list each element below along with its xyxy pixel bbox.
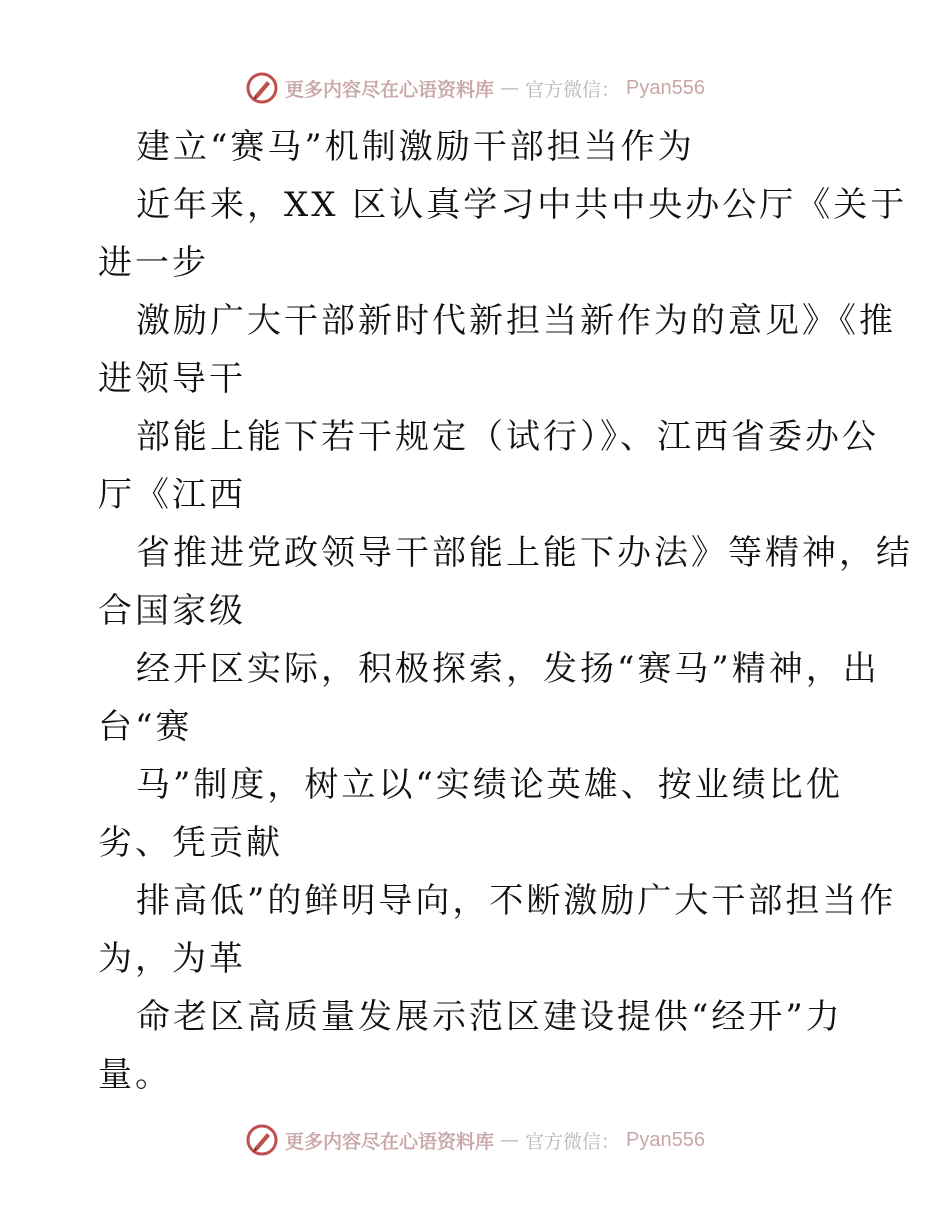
paragraph-line: 命老区高质量发展示范区建设提供“经开”力 <box>136 997 843 1037</box>
watermark-site-text: 更多内容尽在心语资料库 <box>285 78 495 101</box>
paragraph-line: 台“赛 <box>98 707 193 747</box>
paragraph-line: 近年来，XX 区认真学习中共中央办公厅《关于 <box>136 185 908 225</box>
footer-watermark <box>0 1120 950 1160</box>
paragraph-line: 经开区实际，积极探索，发扬“赛马”精神，出 <box>136 649 880 689</box>
paragraph-line: 省推进党政领导干部能上能下办法》等精神，结 <box>136 533 913 573</box>
paragraph-line: 激励广大干部新时代新担当新作为的意见》《推 <box>136 301 896 341</box>
pen-logo-icon <box>245 1123 279 1157</box>
paragraph-line: 进一步 <box>98 243 209 283</box>
paragraph-line: 为，为革 <box>98 939 246 979</box>
paragraph-line: 进领导干 <box>98 359 246 399</box>
watermark-site-text: 更多内容尽在心语资料库 <box>285 1130 495 1153</box>
document-title: 建立“赛马”机制激励干部担当作为 <box>136 127 695 167</box>
watermark-dash: — <box>500 1129 520 1151</box>
paragraph-line: 部能上能下若干规定（试行）》、江西省委办公 <box>136 417 879 457</box>
watermark-wechat-label: 官方微信： <box>525 78 621 101</box>
watermark-wechat-id: Pyan556 <box>626 76 705 99</box>
paragraph-line: 厅《江西 <box>98 475 246 515</box>
header-watermark <box>0 68 950 108</box>
paragraph-line: 量。 <box>98 1055 172 1095</box>
document-body <box>98 118 913 1104</box>
paragraph-line: 马”制度，树立以“实绩论英雄、按业绩比优 <box>136 765 843 805</box>
paragraph-line: 劣、凭贡献 <box>98 823 283 863</box>
watermark-wechat-id: Pyan556 <box>626 1128 705 1151</box>
watermark-group <box>245 1123 705 1157</box>
paragraph-line: 排高低”的鲜明导向，不断激励广大干部担当作 <box>136 881 897 921</box>
paragraph-line: 合国家级 <box>98 591 246 631</box>
watermark-group <box>245 71 705 105</box>
watermark-dash: — <box>500 77 520 99</box>
watermark-wechat-label: 官方微信： <box>525 1130 621 1153</box>
pen-logo-icon <box>245 71 279 105</box>
